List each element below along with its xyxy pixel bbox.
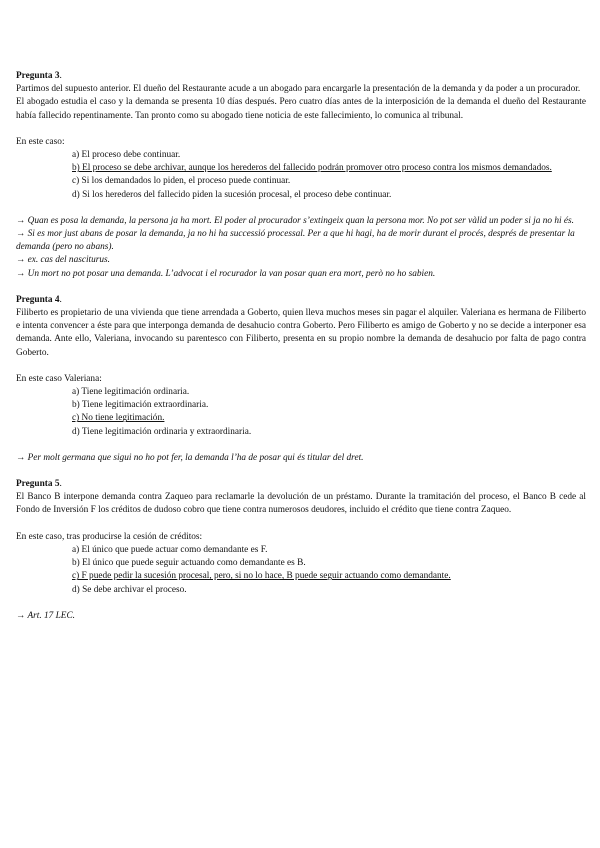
question-5 [16, 478, 586, 623]
question-3-paragraph-2: El abogado estudia el caso y la demanda se presenta 10 días después. Pero cuatro días antes de la interposición de la demanda el dueño del Restaurante había fallecido repentinamente. Tan pronto como su abogado tiene noticia de este fallecimiento, lo comunica al tribunal. [16, 97, 586, 121]
question-3-note-3: → ex. cas del nasciturus. [16, 255, 110, 266]
question-5-note-1: → Art. 17 LEC. [16, 610, 75, 621]
document-page [16, 70, 586, 623]
question-5-option-c-answer: c) F puede pedir la sucesión procesal, pero, si no lo hace, B puede seguir actuando como demandante. [72, 571, 451, 582]
arrow-icon: → [16, 268, 26, 279]
question-5-prompt: En este caso, tras producirse la cesión de créditos: [16, 531, 203, 542]
question-5-option-a: a) El único que puede actuar como demandante es F. [72, 544, 268, 555]
question-4-note-1: → Per molt germana que sigui no ho pot fer, la demanda l’ha de posar qui és titular del dret. [16, 452, 364, 463]
question-3-option-d: d) Si los herederos del fallecido piden la sucesión procesal, el proceso debe continuar. [72, 189, 392, 200]
question-4-option-b: b) Tiene legitimación extraordinaria. [72, 400, 209, 411]
arrow-icon: → [16, 610, 26, 621]
question-4-title: Pregunta 4. [16, 294, 62, 305]
question-3-prompt: En este caso: [16, 136, 65, 147]
question-3-option-b-answer: b) El proceso se debe archivar, aunque los herederos del fallecido podrán promover otro proceso contra los mismos demandados. [72, 163, 552, 174]
question-3-paragraph-1: Partimos del supuesto anterior. El dueño del Restaurante acude a un abogado para encargarle la presentación de la demanda y da poder a un procurador. [16, 84, 581, 95]
question-3-note-1: → Quan es posa la demanda, la persona ja ha mort. El poder al procurador s’extingeix quan la persona mor. No pot ser vàlid un poder si ja no hi és. [16, 215, 574, 226]
question-4-prompt: En este caso Valeriana: [16, 373, 102, 384]
question-3-note-2: → Si es mor just abans de posar la demanda, ja no hi ha successió processal. Per a que hi hagi, ha de morir durant el procés, després de presentar la demanda (pero no abans). [16, 229, 575, 253]
question-3-option-a: a) El proceso debe continuar. [72, 150, 181, 161]
question-4-option-d: d) Tiene legitimación ordinaria y extraordinaria. [72, 426, 252, 437]
arrow-icon: → [16, 255, 26, 266]
question-3-options [72, 149, 586, 202]
question-4-paragraph: Filiberto es propietario de una vivienda que tiene arrendada a Goberto, quien lleva muchos meses sin pagar el alquiler. Valeriana es hermana de Filiberto e intenta convencer a éste para que interponga demanda de desahucio contra Goberto. Pero Filiberto es amigo de Goberto y no se decide a interponer esa demanda. Ante ello, Valeriana, invocando su parentesco con Filiberto, presenta en su propio nombre la demanda de desahucio por falta de pago contra Goberto. [16, 308, 586, 358]
question-4 [16, 294, 586, 465]
question-3 [16, 70, 586, 281]
arrow-icon: → [16, 229, 26, 240]
arrow-icon: → [16, 215, 26, 226]
question-3-note-4: → Un mort no pot posar una demanda. L’advocat i el rocurador la van posar quan era mort, però no ho sabien. [16, 268, 436, 279]
question-5-title: Pregunta 5. [16, 479, 62, 490]
question-3-title: Pregunta 3. [16, 71, 62, 81]
question-5-option-d: d) Se debe archivar el proceso. [72, 584, 187, 595]
question-3-option-c: c) Si los demandados lo piden, el proceso puede continuar. [72, 176, 291, 187]
question-4-options [72, 386, 586, 439]
question-5-option-b: b) El único que puede seguir actuando como demandante es B. [72, 558, 306, 569]
question-5-paragraph: El Banco B interpone demanda contra Zaqueo para reclamarle la devolución de un préstamo. Durante la tramitación del proceso, el Banco B cede al Fondo de Inversión F los créditos de dudoso cobro que tiene contra numerosos deudores, incluido el crédito que tiene contra Zaqueo. [16, 492, 586, 516]
question-4-option-c-answer: c) No tiene legitimación. [72, 413, 165, 424]
question-4-option-a: a) Tiene legitimación ordinaria. [72, 387, 190, 398]
arrow-icon: → [16, 452, 26, 463]
question-5-options [72, 544, 586, 597]
